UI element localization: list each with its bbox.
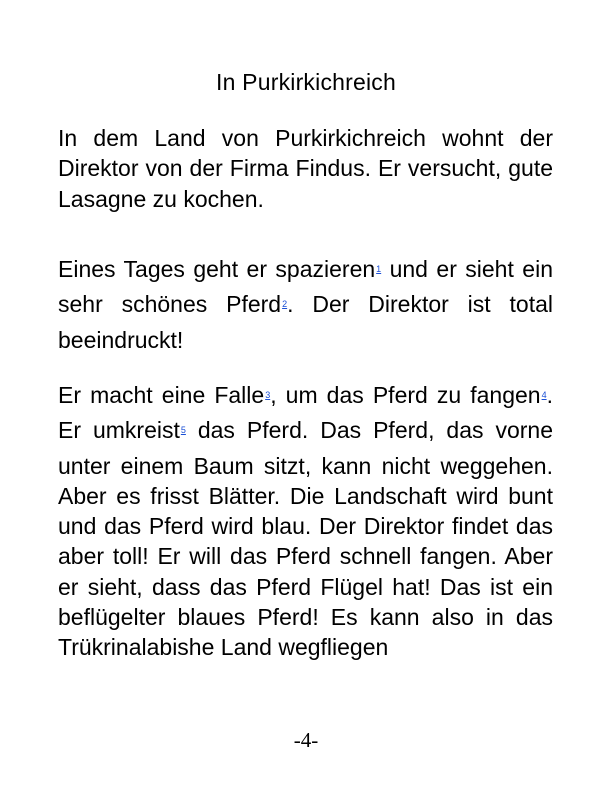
footnote-link-5[interactable]: 5	[180, 425, 186, 436]
paragraph-3-text-b: , um das Pferd zu fangen	[270, 382, 541, 408]
paragraph-2-text-b: und er sieht ein sehr schönes Pferd	[58, 256, 553, 318]
paragraph-2	[58, 242, 553, 355]
page-number: -4-	[293, 728, 319, 752]
footnote-link-3[interactable]: 3	[265, 390, 271, 400]
paragraph-2-text-c: . Der Direktor ist total beeindruckt!	[58, 291, 553, 353]
paragraph-3-text-d: das Pferd. Das Pferd, das vorne unter einem Baum sitzt, kann nicht weggehen. Aber es frisst Blätter. Die Landschaft wird bunt und das Pferd wird blau. Der Direktor findet das aber toll! Er will das Pferd schnell fangen. Aber er sieht, dass das Pferd Flügel hat! Das ist ein beflügelter blaues Pferd! Es kann also in das Trükrinalabishe Land wegfliegen	[58, 417, 554, 661]
footnote-link-4[interactable]: 4	[541, 390, 547, 400]
page-title: In Purkirkichreich	[216, 69, 396, 95]
footnote-link-2[interactable]: 2	[282, 299, 288, 310]
paragraph-3-text-a: Er macht eine Falle	[58, 382, 265, 408]
paragraph-2-text-a: Eines Tages geht er spazieren	[58, 256, 376, 282]
paragraph-1: In dem Land von Purkirkichreich wohnt der Direktor von der Firma Findus. Er versucht, gute Lasagne zu kochen.	[58, 125, 553, 212]
paragraph-3-text-c: . Er umkreist	[58, 382, 553, 444]
paragraph-3	[58, 368, 553, 663]
footnote-link-1[interactable]: 1	[376, 264, 382, 274]
